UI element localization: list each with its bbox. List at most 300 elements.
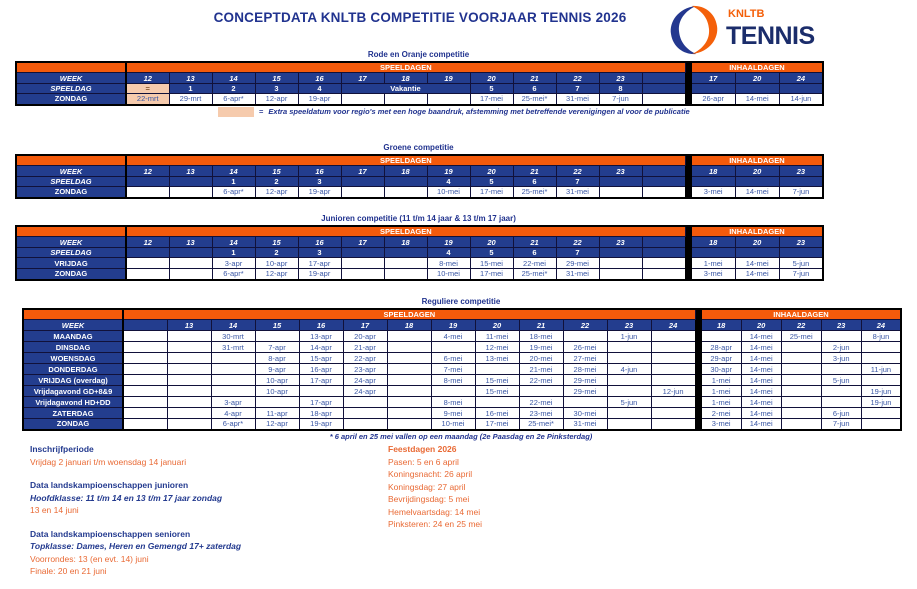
date-cell: 25-mei* — [513, 269, 556, 280]
speeldag-cell: 7 — [556, 84, 599, 94]
inhaal-cell — [779, 177, 823, 187]
speeldag-cell — [384, 177, 427, 187]
date-cell: 19-apr — [299, 419, 343, 430]
date-cell: 16-apr — [299, 364, 343, 375]
section-groene — [15, 143, 822, 199]
week-cell: 20 — [470, 237, 513, 248]
inhaal-cell — [781, 408, 821, 419]
schedule-table — [15, 225, 824, 281]
date-cell — [343, 408, 387, 419]
date-cell: 20-mei — [519, 353, 563, 364]
date-cell: 12-jun — [651, 386, 695, 397]
inhaal-cell: 1-mei — [701, 375, 741, 386]
table-row — [23, 408, 901, 419]
info-line: Hoofdklasse: 11 t/m 14 en 13 t/m 17 jaar zondag — [30, 492, 223, 503]
date-cell: 3-apr — [211, 397, 255, 408]
date-cell: 29-mei — [563, 386, 607, 397]
inhaal-cell — [781, 375, 821, 386]
week-cell — [642, 166, 685, 177]
week-cell: 23 — [599, 166, 642, 177]
inhaal-cell: 1-mei — [701, 386, 741, 397]
corner-cell — [16, 62, 126, 73]
corner-cell — [16, 226, 126, 237]
date-cell — [167, 364, 211, 375]
date-cell: 31-mei — [556, 94, 599, 105]
date-cell — [384, 269, 427, 280]
row-label: Vrijdagavond GD+8&9 — [23, 386, 123, 397]
date-cell: 10-mei — [431, 419, 475, 430]
date-cell: 19-apr — [298, 187, 341, 198]
week-cell: 21 — [513, 73, 556, 84]
date-cell: 12-apr — [255, 187, 298, 198]
date-cell — [384, 94, 427, 105]
date-cell: 19-mei — [519, 342, 563, 353]
date-cell: 30-mrt — [211, 331, 255, 342]
inhaal-week-cell: 20 — [735, 73, 779, 84]
table-row — [16, 94, 823, 105]
date-cell: 6-apr* — [212, 269, 255, 280]
inhaal-week-cell: 20 — [735, 166, 779, 177]
inhaal-cell: 14-mei — [741, 331, 781, 342]
legend-text: Extra speeldatum voor regio's met een hoge baandruk, afstemming met betreffende verenigingen al voor de publicatie — [268, 107, 690, 116]
date-cell: 25-mei* — [513, 187, 556, 198]
date-cell — [341, 94, 384, 105]
date-cell — [651, 397, 695, 408]
inhaal-cell: 5-jun — [821, 375, 861, 386]
info-line: Voorrondes: 13 (en evt. 14) juni — [30, 553, 149, 564]
inhaaldagen-header: INHAALDAGEN — [701, 309, 901, 320]
inhaal-cell — [735, 84, 779, 94]
date-cell: 9-mei — [431, 408, 475, 419]
date-cell: 27-mei — [563, 353, 607, 364]
inhaal-cell: 14-mei — [741, 364, 781, 375]
date-cell: 17-apr — [298, 258, 341, 269]
date-cell: 28-mei — [563, 364, 607, 375]
row-label: DINSDAG — [23, 342, 123, 353]
table-row — [16, 269, 823, 280]
inhaal-cell — [821, 397, 861, 408]
speeldag-cell — [599, 248, 642, 258]
row-label: DONDERDAG — [23, 364, 123, 375]
date-cell: 12-apr — [255, 269, 298, 280]
inhaal-cell: 19-jun — [861, 386, 901, 397]
inhaal-cell: 1-mei — [701, 397, 741, 408]
row-label: ZATERDAG — [23, 408, 123, 419]
info-line: Finale: 20 en 21 juni — [30, 566, 107, 576]
table-caption-junioren: Junioren competitie (11 t/m 14 jaar & 13 t/m 17 jaar) — [321, 214, 516, 223]
inhaaldagen-header: INHAALDAGEN — [691, 155, 823, 166]
row-label: MAANDAG — [23, 331, 123, 342]
date-cell: 15-apr — [299, 353, 343, 364]
inhaal-cell: 1-mei — [691, 258, 735, 269]
inhaal-cell: 14-mei — [741, 342, 781, 353]
inhaal-week-cell: 24 — [779, 73, 823, 84]
date-cell — [387, 397, 431, 408]
date-cell — [169, 269, 212, 280]
logo-knltb-text: KNLTB — [728, 8, 765, 20]
date-cell: 13-mei — [475, 353, 519, 364]
date-cell: 13-apr — [299, 331, 343, 342]
date-cell — [475, 397, 519, 408]
date-cell: 10-apr — [255, 375, 299, 386]
week-cell: 23 — [607, 320, 651, 331]
date-cell — [123, 408, 167, 419]
date-cell — [169, 258, 212, 269]
date-cell — [475, 364, 519, 375]
info-left-column — [30, 443, 370, 589]
table-row — [23, 397, 901, 408]
inhaal-week-cell: 20 — [735, 237, 779, 248]
speeldag-cell: 8 — [599, 84, 642, 94]
inhaal-cell: 28-apr — [701, 342, 741, 353]
inhaal-cell — [821, 364, 861, 375]
date-cell: 23-mei — [519, 408, 563, 419]
date-cell — [607, 375, 651, 386]
week-cell: 13 — [169, 237, 212, 248]
date-cell: 7-apr — [255, 342, 299, 353]
date-cell — [126, 187, 169, 198]
row-label: SPEELDAG — [16, 177, 126, 187]
date-cell — [211, 375, 255, 386]
inhaal-cell: 14-mei — [735, 258, 779, 269]
date-cell: 7-mei — [431, 364, 475, 375]
inhaal-cell: 26-apr — [691, 94, 735, 105]
info-heading: Inschrijfperiode — [30, 444, 94, 454]
date-cell: 4-jun — [607, 364, 651, 375]
date-cell — [341, 269, 384, 280]
week-cell: 16 — [298, 166, 341, 177]
table-row — [16, 258, 823, 269]
inhaal-cell — [821, 386, 861, 397]
date-cell — [599, 269, 642, 280]
week-cell: 24 — [651, 320, 695, 331]
date-cell: 25-mei* — [519, 419, 563, 430]
date-cell: 22-mei — [519, 397, 563, 408]
week-cell: 14 — [212, 166, 255, 177]
date-cell: 17-mei — [475, 419, 519, 430]
date-cell: 22-mrt — [126, 94, 169, 105]
week-cell: 16 — [299, 320, 343, 331]
date-cell — [167, 408, 211, 419]
logo-swoosh-orange — [692, 6, 717, 54]
week-cell: 12 — [126, 237, 169, 248]
week-cell: 17 — [341, 73, 384, 84]
speeldag-cell — [341, 248, 384, 258]
date-cell: 14-apr — [299, 342, 343, 353]
date-cell — [167, 375, 211, 386]
date-cell — [211, 386, 255, 397]
date-cell: 8-mei — [431, 397, 475, 408]
date-cell — [211, 364, 255, 375]
table-row — [23, 364, 901, 375]
week-cell: 18 — [384, 166, 427, 177]
inhaal-week-cell: 23 — [821, 320, 861, 331]
date-cell — [384, 187, 427, 198]
speeldag-cell: 3 — [298, 248, 341, 258]
date-cell: 9-apr — [255, 364, 299, 375]
inhaal-cell — [861, 408, 901, 419]
date-cell: 5-jun — [607, 397, 651, 408]
inhaal-cell: 7-jun — [779, 269, 823, 280]
logo-tennis-text: TENNIS — [726, 22, 815, 50]
date-cell — [563, 397, 607, 408]
date-cell — [343, 397, 387, 408]
row-label-week: WEEK — [16, 237, 126, 248]
speeldag-cell: 3 — [255, 84, 298, 94]
speeldagen-header: SPEELDAGEN — [126, 226, 685, 237]
feestdag-line: Pinksteren: 24 en 25 mei — [388, 519, 483, 529]
date-cell — [607, 353, 651, 364]
inhaal-cell — [779, 84, 823, 94]
date-cell: 19-apr — [298, 269, 341, 280]
date-cell — [123, 397, 167, 408]
speeldag-cell: = — [126, 84, 169, 94]
feestdagen-heading: Feestdagen 2026 — [388, 444, 457, 454]
inhaal-cell — [861, 353, 901, 364]
week-cell: 22 — [556, 237, 599, 248]
info-block — [30, 443, 370, 468]
table-row — [23, 386, 901, 397]
row-label: SPEELDAG — [16, 248, 126, 258]
date-cell — [123, 353, 167, 364]
speeldag-cell: 2 — [212, 84, 255, 94]
week-cell: 17 — [341, 166, 384, 177]
date-cell — [343, 419, 387, 430]
date-cell — [384, 258, 427, 269]
date-cell: 17-mei — [470, 94, 513, 105]
date-cell — [255, 331, 299, 342]
week-cell: 15 — [255, 73, 298, 84]
inhaal-cell: 14-mei — [741, 408, 781, 419]
speeldag-cell — [642, 84, 685, 94]
date-cell — [341, 187, 384, 198]
inhaal-week-cell: 20 — [741, 320, 781, 331]
week-cell: 19 — [427, 237, 470, 248]
date-cell: 17-apr — [299, 397, 343, 408]
week-cell: 19 — [431, 320, 475, 331]
date-cell: 21-mei — [519, 364, 563, 375]
knltb-tennis-logo — [668, 3, 838, 57]
date-cell — [123, 364, 167, 375]
info-block — [30, 479, 370, 517]
speeldag-cell — [599, 177, 642, 187]
date-cell — [607, 408, 651, 419]
legend-equals: = — [259, 107, 264, 116]
corner-cell — [16, 155, 126, 166]
week-cell: 21 — [513, 166, 556, 177]
speeldag-cell — [169, 177, 212, 187]
inhaal-cell — [861, 342, 901, 353]
week-cell: 13 — [169, 166, 212, 177]
inhaal-cell — [821, 331, 861, 342]
date-cell — [167, 419, 211, 430]
date-cell: 11-mei — [475, 331, 519, 342]
speeldag-cell: 4 — [427, 177, 470, 187]
date-cell — [607, 386, 651, 397]
date-cell: 4-mei — [431, 331, 475, 342]
date-cell — [642, 269, 685, 280]
date-cell — [123, 375, 167, 386]
speeldag-cell: 1 — [169, 84, 212, 94]
date-cell — [123, 386, 167, 397]
date-cell — [599, 187, 642, 198]
feestdag-line: Koningsdag: 27 april — [388, 481, 466, 492]
reguliere-footnote: * 6 april en 25 mei vallen op een maandag (2e Paasdag en 2e Pinksterdag) — [329, 431, 593, 441]
inhaal-cell: 7-jun — [821, 419, 861, 430]
week-cell: 14 — [212, 237, 255, 248]
speeldag-cell: 3 — [298, 177, 341, 187]
week-cell: 13 — [169, 73, 212, 84]
date-cell: 15-mei — [475, 375, 519, 386]
info-line: Vrijdag 2 januari t/m woensdag 14 januari — [30, 456, 187, 467]
speeldag-cell: Vakantie — [341, 84, 470, 94]
section-junioren — [15, 214, 822, 281]
date-cell: 31-mei — [563, 419, 607, 430]
inhaal-cell: 2-mei — [701, 408, 741, 419]
table-row — [23, 331, 901, 342]
section-rode-oranje — [15, 50, 822, 117]
speeldag-cell — [642, 248, 685, 258]
date-cell: 15-mei — [470, 258, 513, 269]
date-cell — [169, 187, 212, 198]
inhaal-cell — [691, 84, 735, 94]
row-label-week: WEEK — [16, 166, 126, 177]
inhaal-cell — [781, 342, 821, 353]
row-label-week: WEEK — [16, 73, 126, 84]
inhaal-week-cell: 18 — [691, 166, 735, 177]
date-cell: 25-mei* — [513, 94, 556, 105]
week-cell: 23 — [599, 73, 642, 84]
date-cell — [167, 331, 211, 342]
date-cell: 31-mrt — [211, 342, 255, 353]
corner-cell — [23, 309, 123, 320]
date-cell — [427, 94, 470, 105]
row-label: VRIJDAG (overdag) — [23, 375, 123, 386]
inhaal-cell: 19-jun — [861, 397, 901, 408]
speeldag-cell: 5 — [470, 84, 513, 94]
date-cell: 22-mei — [519, 375, 563, 386]
date-cell — [642, 187, 685, 198]
date-cell: 6-apr* — [211, 419, 255, 430]
inhaal-week-cell: 22 — [781, 320, 821, 331]
date-cell: 10-apr — [255, 386, 299, 397]
date-cell — [431, 342, 475, 353]
date-cell: 29-mei — [556, 258, 599, 269]
inhaal-cell — [861, 375, 901, 386]
date-cell: 26-mei — [563, 342, 607, 353]
week-cell: 17 — [341, 237, 384, 248]
date-cell — [167, 353, 211, 364]
feestdag-line: Koningsnacht: 26 april — [388, 469, 473, 479]
inhaal-cell — [691, 248, 735, 258]
speeldag-cell: 5 — [470, 248, 513, 258]
date-cell: 10-mei — [427, 269, 470, 280]
inhaal-cell — [735, 248, 779, 258]
feestdag-line: Hemelvaartsdag: 14 mei — [388, 506, 481, 517]
date-cell — [126, 269, 169, 280]
date-cell: 21-apr — [343, 342, 387, 353]
speeldag-cell: 1 — [212, 177, 255, 187]
inhaal-cell: 3-mei — [691, 269, 735, 280]
inhaal-cell: 14-mei — [741, 386, 781, 397]
date-cell: 10-apr — [255, 258, 298, 269]
date-cell — [387, 331, 431, 342]
week-cell: 14 — [211, 320, 255, 331]
inhaal-cell: 3-mei — [691, 187, 735, 198]
peach-legend — [218, 107, 822, 117]
week-cell — [123, 320, 167, 331]
date-cell — [563, 331, 607, 342]
week-cell — [642, 237, 685, 248]
info-line: 13 en 14 juni — [30, 505, 79, 515]
date-cell — [211, 353, 255, 364]
inhaal-cell — [701, 331, 741, 342]
section-reguliere — [22, 297, 900, 441]
date-cell — [387, 419, 431, 430]
week-cell: 16 — [298, 73, 341, 84]
inhaal-week-cell: 17 — [691, 73, 735, 84]
inhaal-cell: 11-jun — [861, 364, 901, 375]
week-cell: 23 — [599, 237, 642, 248]
week-cell: 20 — [470, 166, 513, 177]
peach-swatch — [218, 107, 254, 117]
date-cell — [255, 397, 299, 408]
date-cell — [431, 386, 475, 397]
info-heading: Data landskampioenschappen senioren — [30, 528, 191, 539]
week-cell: 20 — [475, 320, 519, 331]
schedule-table — [22, 308, 902, 431]
info-block — [30, 528, 370, 578]
inhaal-cell — [781, 353, 821, 364]
date-cell: 29-mei — [563, 375, 607, 386]
date-cell: 6-mei — [431, 353, 475, 364]
inhaal-cell — [781, 397, 821, 408]
date-cell: 8-mei — [427, 258, 470, 269]
inhaal-cell: 8-jun — [861, 331, 901, 342]
speeldag-cell: 6 — [513, 84, 556, 94]
date-cell — [123, 331, 167, 342]
date-cell — [167, 386, 211, 397]
schedule-table — [15, 61, 824, 106]
date-cell: 22-apr — [343, 353, 387, 364]
schedule-table — [15, 154, 824, 199]
date-cell — [387, 353, 431, 364]
inhaal-week-cell: 18 — [691, 237, 735, 248]
date-cell: 18-mei — [519, 331, 563, 342]
speeldag-cell — [126, 177, 169, 187]
row-label: VRIJDAG — [16, 258, 126, 269]
date-cell — [607, 342, 651, 353]
date-cell — [651, 375, 695, 386]
date-cell: 31-mei — [556, 187, 599, 198]
table-row — [23, 375, 901, 386]
row-label: WOENSDAG — [23, 353, 123, 364]
table-row — [23, 353, 901, 364]
feestdag-line: Bevrijdingsdag: 5 mei — [388, 494, 470, 504]
week-cell: 18 — [384, 237, 427, 248]
week-cell: 12 — [126, 73, 169, 84]
date-cell: 16-mei — [475, 408, 519, 419]
inhaaldagen-header: INHAALDAGEN — [691, 62, 823, 73]
speeldag-cell: 7 — [556, 177, 599, 187]
date-cell: 30-mei — [563, 408, 607, 419]
date-cell: 17-mei — [470, 187, 513, 198]
inhaal-week-cell: 23 — [779, 237, 823, 248]
inhaal-cell: 25-mei — [781, 331, 821, 342]
date-cell: 12-apr — [255, 419, 299, 430]
week-cell: 15 — [255, 320, 299, 331]
date-cell: 8-apr — [255, 353, 299, 364]
